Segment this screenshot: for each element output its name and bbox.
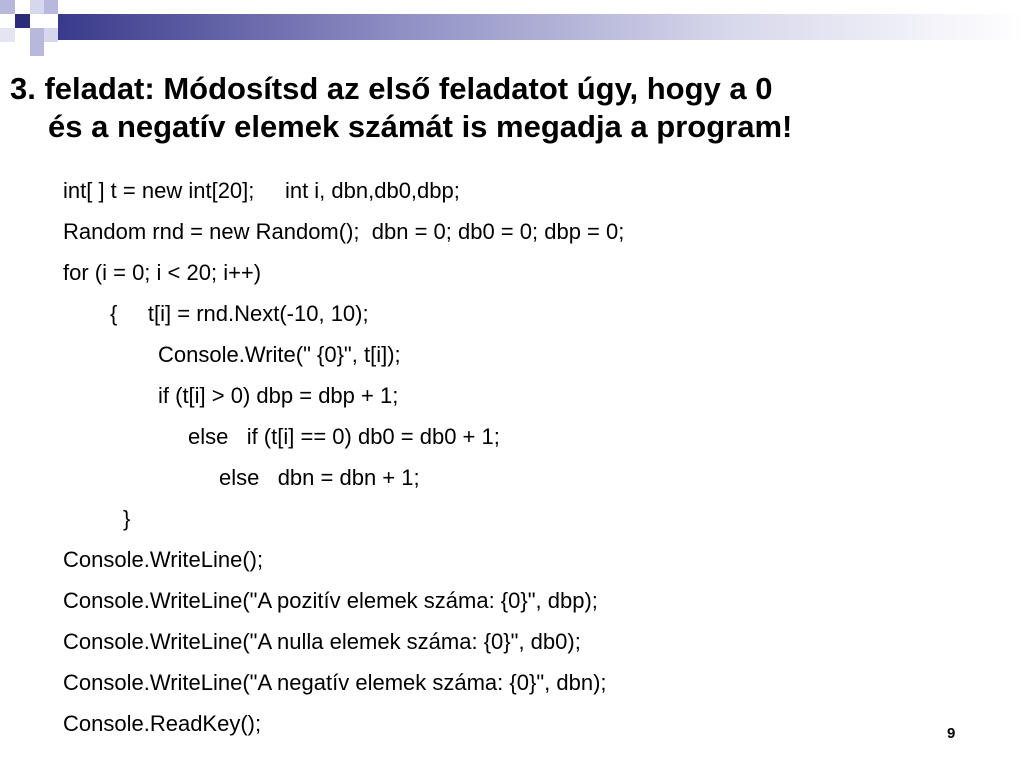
header-gradient-bar [58, 14, 1024, 40]
code-line: Random rnd = new Random(); dbn = 0; db0 = 0; dbp = 0; [63, 219, 625, 244]
deco-square [0, 0, 15, 14]
code-line: Console.WriteLine(); [63, 547, 264, 572]
code-line: Console.WriteLine("A nulla elemek száma: {0}", db0); [63, 629, 581, 654]
deco-square [0, 28, 15, 42]
deco-square [44, 28, 58, 42]
header-decoration [0, 0, 1024, 62]
deco-square [15, 14, 30, 28]
deco-square [30, 0, 44, 14]
deco-square [44, 0, 58, 14]
deco-square [30, 42, 44, 56]
code-line: else dbn = dbn + 1; [219, 465, 420, 490]
page-number: 9 [947, 725, 956, 742]
slide-title [10, 70, 1020, 146]
code-line: Console.WriteLine("A negatív elemek száma: {0}", dbn); [63, 670, 607, 695]
code-line: Console.Write(" {0}", t[i]); [158, 342, 401, 367]
code-line: int[ ] t = new int[20]; int i, dbn,db0,dbp; [63, 178, 460, 203]
code-line: else if (t[i] == 0) db0 = db0 + 1; [188, 424, 500, 449]
deco-square [30, 28, 44, 42]
code-line: } [123, 506, 131, 531]
code-line: if (t[i] > 0) dbp = dbp + 1; [158, 383, 399, 408]
code-line: for (i = 0; i < 20; i++) [63, 260, 262, 285]
code-line: { t[i] = rnd.Next(-10, 10); [110, 301, 369, 326]
code-line: Console.ReadKey(); [63, 711, 262, 736]
title-line-2: és a negatív elemek számát is megadja a program! [48, 109, 793, 144]
title-line-1: 3. feladat: Módosítsd az első feladatot úgy, hogy a 0 [10, 71, 773, 106]
code-line: Console.WriteLine("A pozitív elemek száma: {0}", dbp); [63, 588, 598, 613]
